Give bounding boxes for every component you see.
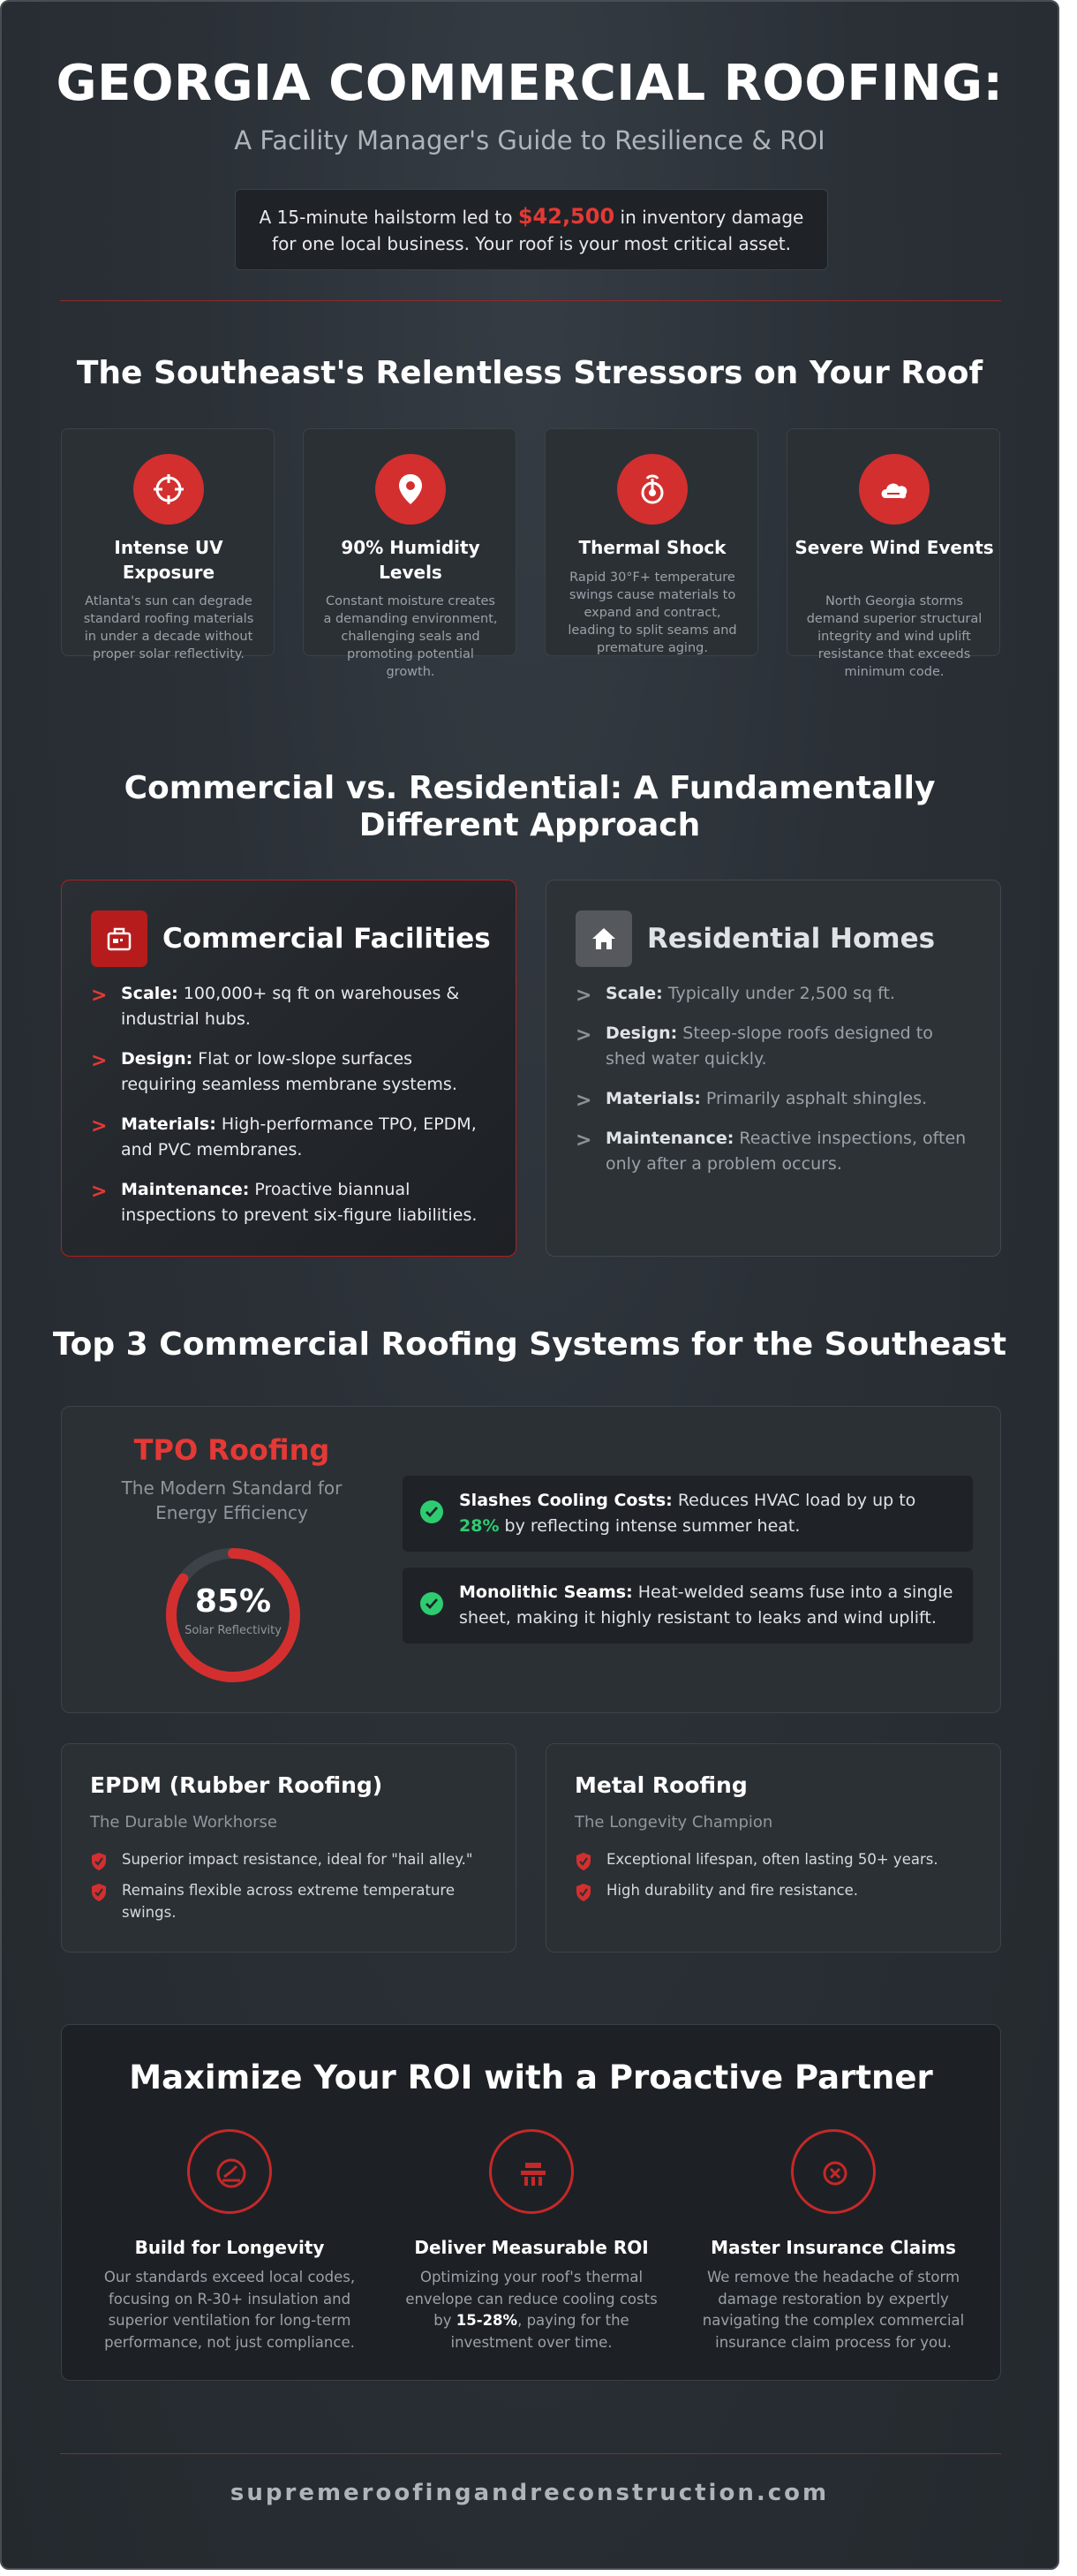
hvac-unit-icon bbox=[489, 2129, 574, 2214]
roi-column-title: Build for Longevity bbox=[134, 2237, 325, 2258]
feature-label: Monolithic Seams: bbox=[459, 1583, 633, 1602]
list-item-label: Materials: bbox=[121, 1114, 216, 1134]
shield-icon bbox=[575, 1852, 592, 1871]
page-title: GEORGIA COMMERCIAL ROOFING: bbox=[56, 55, 1004, 112]
list-item-label: Maintenance: bbox=[121, 1180, 250, 1199]
list-item-text: 100,000+ sq ft on warehouses & industrial hubs. bbox=[121, 984, 460, 1029]
epdm-card bbox=[61, 1743, 516, 1953]
stressor-card-thermal bbox=[545, 428, 758, 656]
hook-text-after: in inventory damage bbox=[614, 207, 804, 228]
list-item-label: Design: bbox=[606, 1024, 678, 1043]
stressor-card-wind bbox=[787, 428, 1000, 679]
check-circle-icon bbox=[420, 1592, 443, 1615]
roi-panel bbox=[61, 2024, 1001, 2381]
list-item-text: Steep-slope roofs designed to shed water quickly. bbox=[606, 1024, 933, 1069]
stressor-title: 90% Humidity Levels bbox=[341, 537, 480, 583]
tpo-feature-cooling bbox=[403, 1476, 973, 1552]
house-icon bbox=[576, 910, 632, 967]
tpo-title: TPO Roofing bbox=[133, 1433, 330, 1467]
feature-highlight: 28% bbox=[459, 1516, 500, 1536]
list-item-text: Primarily asphalt shingles. bbox=[700, 1089, 928, 1108]
chevron-right-icon: > bbox=[576, 985, 592, 1007]
list-item-label: Maintenance: bbox=[606, 1129, 734, 1148]
tpo-subtitle-line2: Energy Efficiency bbox=[155, 1502, 308, 1523]
footer-divider bbox=[60, 2453, 1001, 2454]
stressor-text: Rapid 30°F+ temperature swings cause materials to expand and contract, leading to split seams and premature aging. bbox=[568, 570, 737, 655]
metal-list bbox=[575, 1848, 981, 1910]
feature-text-after: by reflecting intense summer heat. bbox=[499, 1516, 801, 1536]
chevron-right-icon: > bbox=[91, 1050, 108, 1072]
stressor-card-humidity bbox=[303, 428, 516, 679]
thermometer-icon bbox=[617, 454, 688, 525]
comparison-heading bbox=[2, 770, 1058, 844]
sun-target-icon bbox=[133, 454, 204, 525]
warehouse-icon bbox=[91, 910, 147, 967]
list-item-label: Materials: bbox=[606, 1089, 701, 1108]
list-item-text: Flat or low-slope surfaces requiring seamless membrane systems. bbox=[121, 1049, 457, 1094]
cancel-circle-icon bbox=[791, 2129, 876, 2214]
list-item bbox=[91, 981, 488, 1032]
tpo-subtitle-line1: The Modern Standard for bbox=[121, 1477, 343, 1499]
stressors-heading: The Southeast's Relentless Stressors on Your Roof bbox=[76, 355, 983, 391]
tpo-feature-seams bbox=[403, 1568, 973, 1643]
list-item-text: Reactive inspections, often only after a problem occurs. bbox=[606, 1129, 967, 1174]
map-pin-icon bbox=[375, 454, 446, 525]
feature-text bbox=[459, 1580, 953, 1631]
epdm-list bbox=[90, 1848, 496, 1932]
gauge-icon bbox=[187, 2129, 272, 2214]
metal-card bbox=[546, 1743, 1001, 1953]
comparison-heading-line1: Commercial vs. Residential: A Fundamentally bbox=[124, 770, 936, 806]
metal-subtitle: The Longevity Champion bbox=[575, 1813, 773, 1832]
list-item bbox=[575, 1879, 981, 1901]
list-item bbox=[576, 1021, 973, 1072]
chevron-right-icon: > bbox=[91, 1115, 108, 1137]
roi-text-after: , paying for the investment over time. bbox=[450, 2312, 629, 2351]
stressor-title: Severe Wind Events bbox=[795, 537, 994, 558]
feature-text-before: Reduces HVAC load by up to bbox=[672, 1491, 916, 1510]
list-item bbox=[91, 1177, 488, 1228]
residential-card-title: Residential Homes bbox=[647, 923, 936, 955]
hook-callout bbox=[235, 189, 828, 270]
list-item bbox=[576, 1086, 973, 1112]
commercial-card bbox=[61, 880, 516, 1257]
roi-column-text: Our standards exceed local codes, focusing on R-30+ insulation and superior ventilation for long-term performance, not just compliance. bbox=[103, 2269, 356, 2351]
roi-text-bold: 15-28% bbox=[456, 2312, 518, 2329]
hook-amount: $42,500 bbox=[517, 204, 615, 229]
systems-heading: Top 3 Commercial Roofing Systems for the Southeast bbox=[52, 1326, 1007, 1363]
list-item bbox=[91, 1112, 488, 1163]
epdm-subtitle: The Durable Workhorse bbox=[90, 1813, 277, 1832]
shield-icon bbox=[575, 1883, 592, 1902]
footer-url[interactable]: supremeroofingandreconstruction.com bbox=[230, 2480, 830, 2506]
list-item bbox=[576, 1126, 973, 1177]
page-subtitle: A Facility Manager's Guide to Resilience & ROI bbox=[234, 125, 825, 155]
list-item-text: Superior impact resistance, ideal for "hail alley." bbox=[122, 1851, 473, 1868]
list-item-label: Scale: bbox=[121, 984, 178, 1003]
feature-label: Slashes Cooling Costs: bbox=[459, 1491, 673, 1510]
list-item-text: Exceptional lifespan, often lasting 50+ years. bbox=[606, 1851, 938, 1868]
stressor-title: Thermal Shock bbox=[578, 537, 727, 558]
wind-cloud-icon bbox=[859, 454, 930, 525]
section-divider bbox=[60, 300, 1001, 301]
shield-icon bbox=[90, 1852, 108, 1871]
commercial-list bbox=[91, 981, 488, 1243]
stressor-card-uv bbox=[61, 428, 275, 661]
list-item-text: Proactive biannual inspections to prevent six-figure liabilities. bbox=[121, 1180, 478, 1225]
hook-text-line2: for one local business. Your roof is your most critical asset. bbox=[272, 233, 791, 254]
stressor-text: Constant moisture creates a demanding environment, challenging seals and promoting potential growth. bbox=[323, 594, 498, 679]
tpo-card bbox=[61, 1406, 1001, 1713]
commercial-card-title: Commercial Facilities bbox=[162, 923, 491, 955]
epdm-title: EPDM (Rubber Roofing) bbox=[90, 1772, 383, 1798]
check-circle-icon bbox=[420, 1500, 443, 1523]
residential-card bbox=[546, 880, 1001, 1257]
list-item bbox=[576, 981, 973, 1007]
metal-title: Metal Roofing bbox=[575, 1772, 748, 1798]
stressor-title: Intense UV Exposure bbox=[114, 537, 223, 583]
roi-column-title: Deliver Measurable ROI bbox=[414, 2237, 649, 2258]
list-item-text: Typically under 2,500 sq ft. bbox=[662, 984, 895, 1003]
list-item bbox=[575, 1848, 981, 1870]
tpo-subtitle bbox=[79, 1476, 384, 1525]
gauge-value: 85% bbox=[194, 1583, 272, 1620]
roi-heading: Maximize Your ROI with a Proactive Partner bbox=[129, 2059, 933, 2096]
list-item bbox=[90, 1879, 496, 1923]
gauge-label: Solar Reflectivity bbox=[185, 1624, 282, 1637]
list-item-label: Scale: bbox=[606, 984, 663, 1003]
list-item-label: Design: bbox=[121, 1049, 193, 1069]
feature-text bbox=[459, 1488, 953, 1539]
stressor-text: North Georgia storms demand superior structural integrity and wind uplift resistance that exceeds minimum code. bbox=[806, 594, 983, 679]
list-item-text: Remains flexible across extreme temperature swings. bbox=[122, 1882, 455, 1921]
list-item bbox=[91, 1046, 488, 1098]
roi-text-before: Optimizing your roof's thermal envelope can reduce cooling costs by bbox=[405, 2269, 658, 2329]
roi-column-text: We remove the headache of storm damage restoration by expertly navigating the complex commercial insurance claim process for you. bbox=[702, 2269, 965, 2351]
stressor-text: Atlanta's sun can degrade standard roofing materials in under a decade without proper solar reflectivity. bbox=[83, 594, 254, 661]
chevron-right-icon: > bbox=[576, 1090, 592, 1112]
chevron-right-icon: > bbox=[91, 1181, 108, 1203]
hook-text-before: A 15-minute hailstorm led to bbox=[259, 207, 518, 228]
residential-list bbox=[576, 981, 973, 1191]
roi-column-text bbox=[397, 2267, 666, 2353]
chevron-right-icon: > bbox=[576, 1024, 592, 1046]
comparison-heading-line2: Different Approach bbox=[358, 807, 701, 843]
reflectivity-gauge bbox=[162, 1545, 304, 1686]
list-item bbox=[90, 1848, 496, 1870]
chevron-right-icon: > bbox=[576, 1129, 592, 1152]
chevron-right-icon: > bbox=[91, 985, 108, 1007]
roi-column-title: Master Insurance Claims bbox=[711, 2237, 956, 2258]
list-item-text: High-performance TPO, EPDM, and PVC membranes. bbox=[121, 1114, 477, 1160]
list-item-text: High durability and fire resistance. bbox=[606, 1882, 859, 1899]
shield-icon bbox=[90, 1883, 108, 1902]
feature-text-before: Heat-welded seams fuse into a single sheet, making it highly resistant to leaks and wind uplift. bbox=[459, 1583, 953, 1628]
